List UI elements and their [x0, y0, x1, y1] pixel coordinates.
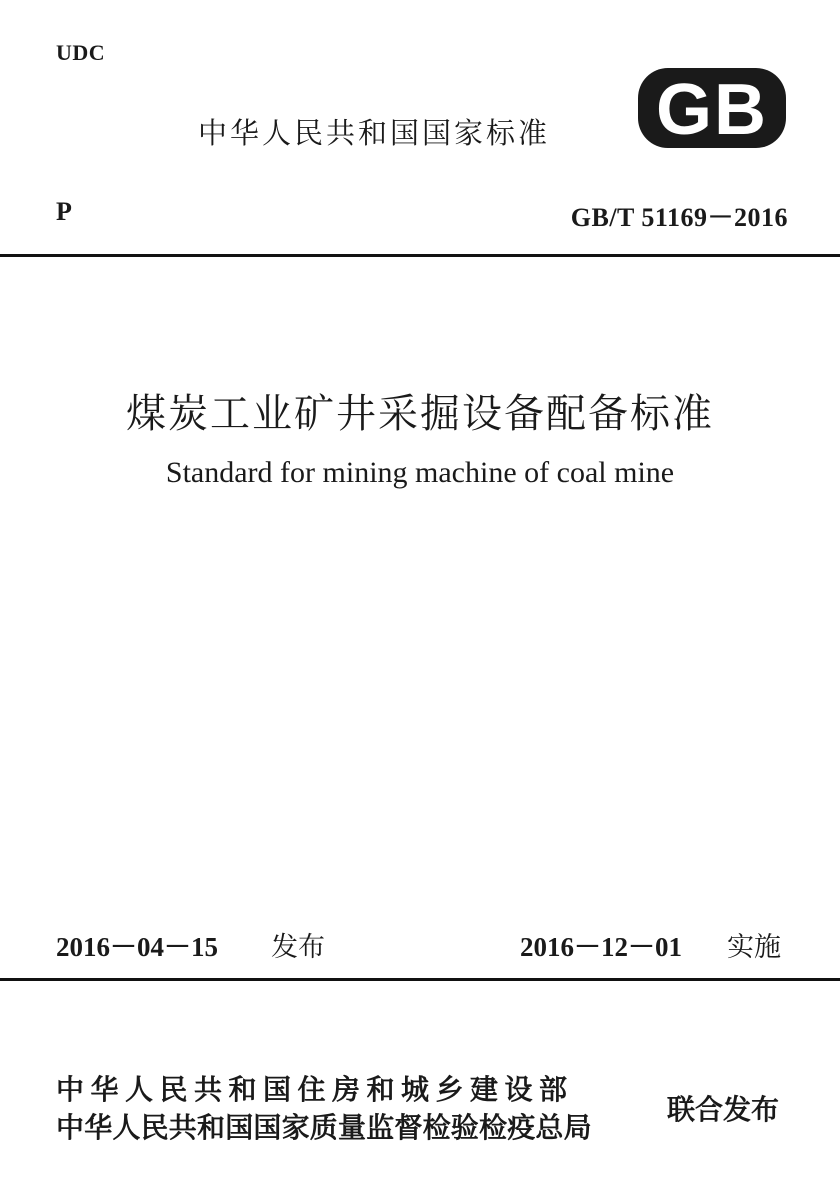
issue-date: 2016－04－15	[56, 932, 218, 962]
publisher-ministry-housing: 中华人民共和国住房和城乡建设部	[56, 1073, 574, 1106]
joint-release-label: 联合发布	[667, 1093, 780, 1126]
top-divider	[0, 254, 840, 257]
bottom-divider	[0, 978, 840, 981]
gb-logo-text: GB	[656, 70, 768, 150]
issue-label: 发布	[271, 932, 325, 963]
classification-code: P	[56, 197, 72, 226]
implementation-label: 实施	[727, 932, 781, 963]
title-english: Standard for mining machine of coal mine	[165, 456, 675, 489]
udc-label: UDC	[56, 40, 106, 65]
title-chinese: 煤炭工业矿井采掘设备配备标准	[126, 391, 714, 437]
standard-number: GB/T 51169－2016	[570, 203, 788, 232]
implementation-date: 2016－12－01	[520, 932, 682, 962]
gb-logo	[636, 66, 788, 150]
publisher-aqsiq: 中华人民共和国国家质量监督检验检疫总局	[56, 1111, 592, 1144]
national-standard-heading: 中华人民共和国国家标准	[198, 116, 551, 150]
